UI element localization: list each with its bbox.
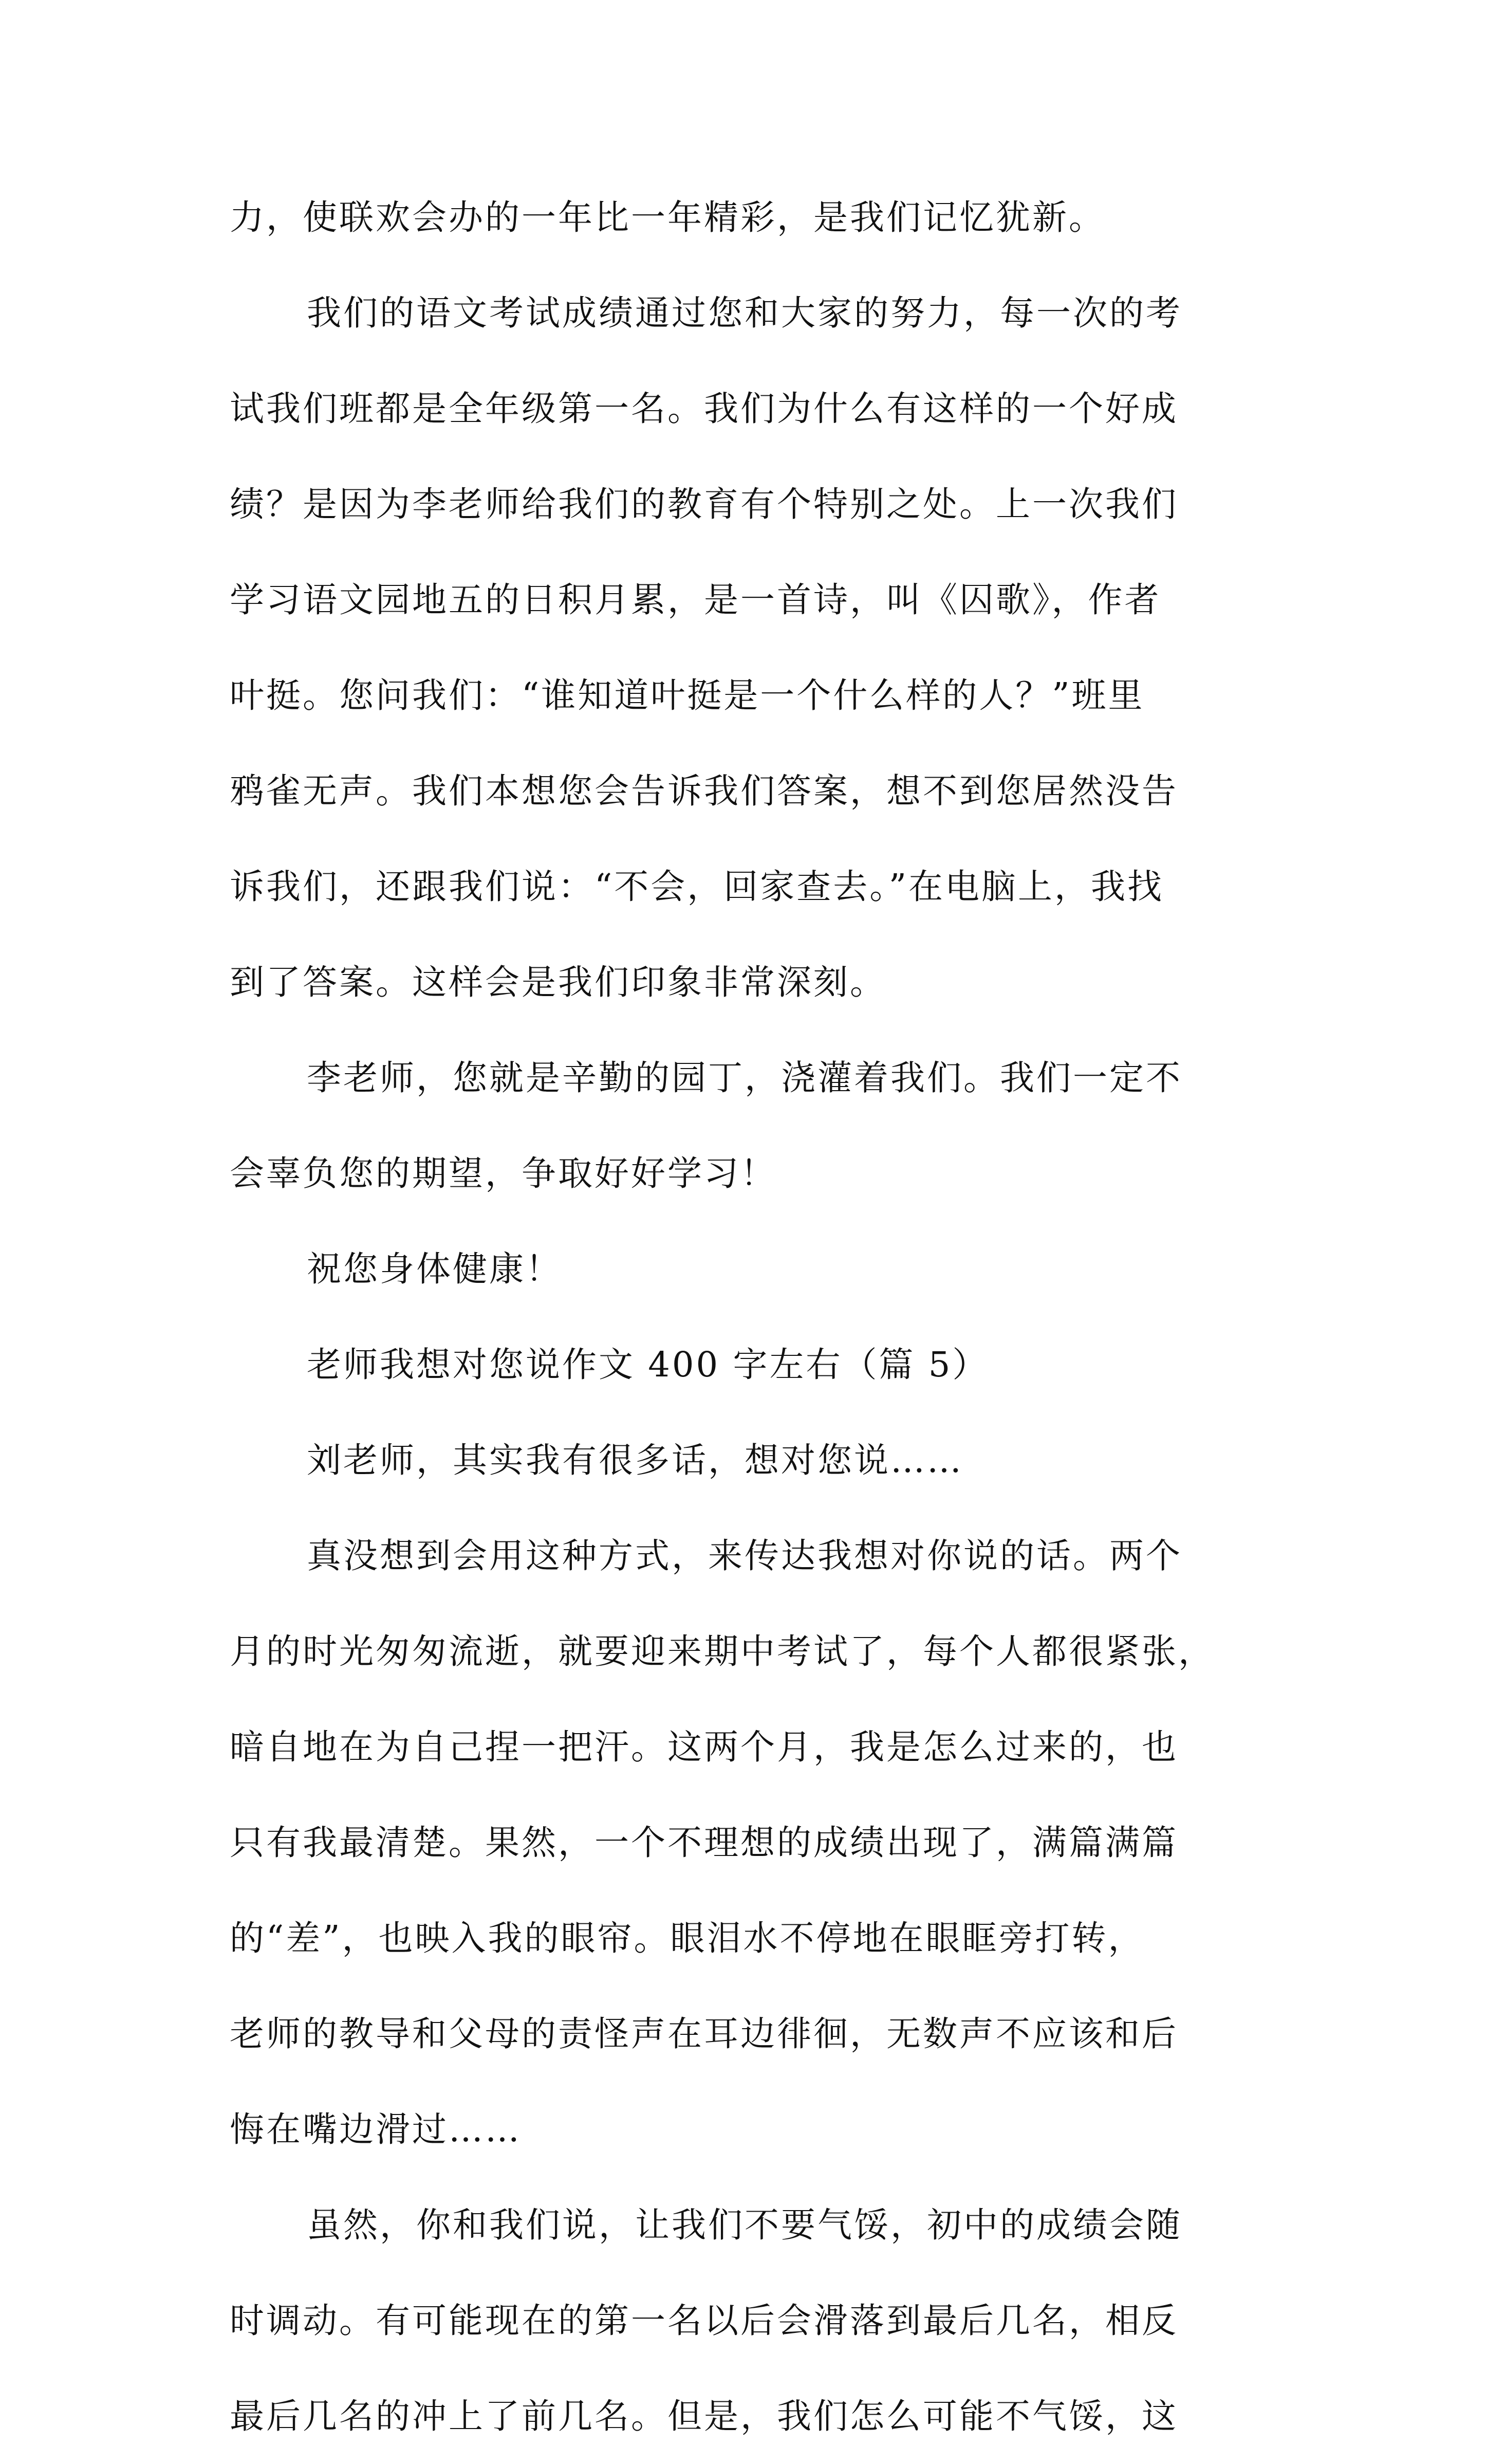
- text-line: 绩？是因为李老师给我们的教育有个特别之处。上一次我们: [230, 484, 1178, 524]
- text-line: 虽然，你和我们说，让我们不要气馁，初中的成绩会随: [307, 2205, 1182, 2245]
- text-line: 李老师，您就是辛勤的园丁，浇灌着我们。我们一定不: [307, 1058, 1182, 1098]
- section-heading: [230, 1317, 1273, 1412]
- paragraph-greeting: [230, 1412, 1273, 1508]
- text-line: 试我们班都是全年级第一名。我们为什么有这样的一个好成: [230, 389, 1178, 429]
- paragraph-closing-wish: [230, 1221, 1273, 1317]
- paragraph-2: [230, 265, 1273, 1030]
- text-line: 鸦雀无声。我们本想您会告诉我们答案，想不到您居然没告: [230, 771, 1178, 811]
- text-line: 祝您身体健康！: [307, 1249, 562, 1289]
- text-line: 暗自地在为自己捏一把汗。这两个月，我是怎么过来的，也: [230, 1727, 1178, 1767]
- text-line: 老师的教导和父母的责怪声在耳边徘徊，无数声不应该和后: [230, 2014, 1178, 2054]
- text-line: 月的时光匆匆流逝，就要迎来期中考试了，每个人都很紧张，: [230, 1631, 1215, 1671]
- text-line: 我们的语文考试成绩通过您和大家的努力，每一次的考: [307, 293, 1182, 333]
- text-line: 悔在嘴边滑过……: [230, 2109, 522, 2149]
- text-line: 力，使联欢会办的一年比一年精彩，是我们记忆犹新。: [230, 197, 1105, 237]
- text-line: 只有我最清楚。果然，一个不理想的成绩出现了，满篇满篇: [230, 1823, 1178, 1863]
- text-line: 最后几名的冲上了前几名。但是，我们怎么可能不气馁，这: [230, 2396, 1178, 2436]
- essay-title: 老师我想对您说作文 400 字左右（篇 5）: [307, 1345, 989, 1385]
- text-line: 时调动。有可能现在的第一名以后会滑落到最后几名，相反: [230, 2301, 1178, 2341]
- text-line: 刘老师，其实我有很多话，想对您说……: [307, 1440, 963, 1480]
- paragraph-1: [230, 170, 1273, 265]
- text-line: 诉我们，还跟我们说：“不会，回家查去。”在电脑上，我找: [230, 867, 1164, 907]
- text-line: 会辜负您的期望，争取好好学习！: [230, 1153, 777, 1193]
- document-body: [230, 170, 1273, 2464]
- text-line: 学习语文园地五的日积月累，是一首诗，叫《囚歌》，作者: [230, 580, 1161, 620]
- paragraph-4: [230, 1508, 1273, 2177]
- text-line: 到了答案。这样会是我们印象非常深刻。: [230, 962, 886, 1002]
- paragraph-5: [230, 2177, 1273, 2464]
- text-line: 的“差”，也映入我的眼帘。眼泪水不停地在眼眶旁打转，: [230, 1918, 1145, 1958]
- paragraph-3: [230, 1030, 1273, 1221]
- text-line: 真没想到会用这种方式，来传达我想对你说的话。两个: [307, 1536, 1182, 1576]
- text-line: 叶挺。您问我们：“谁知道叶挺是一个什么样的人？”班里: [230, 675, 1145, 715]
